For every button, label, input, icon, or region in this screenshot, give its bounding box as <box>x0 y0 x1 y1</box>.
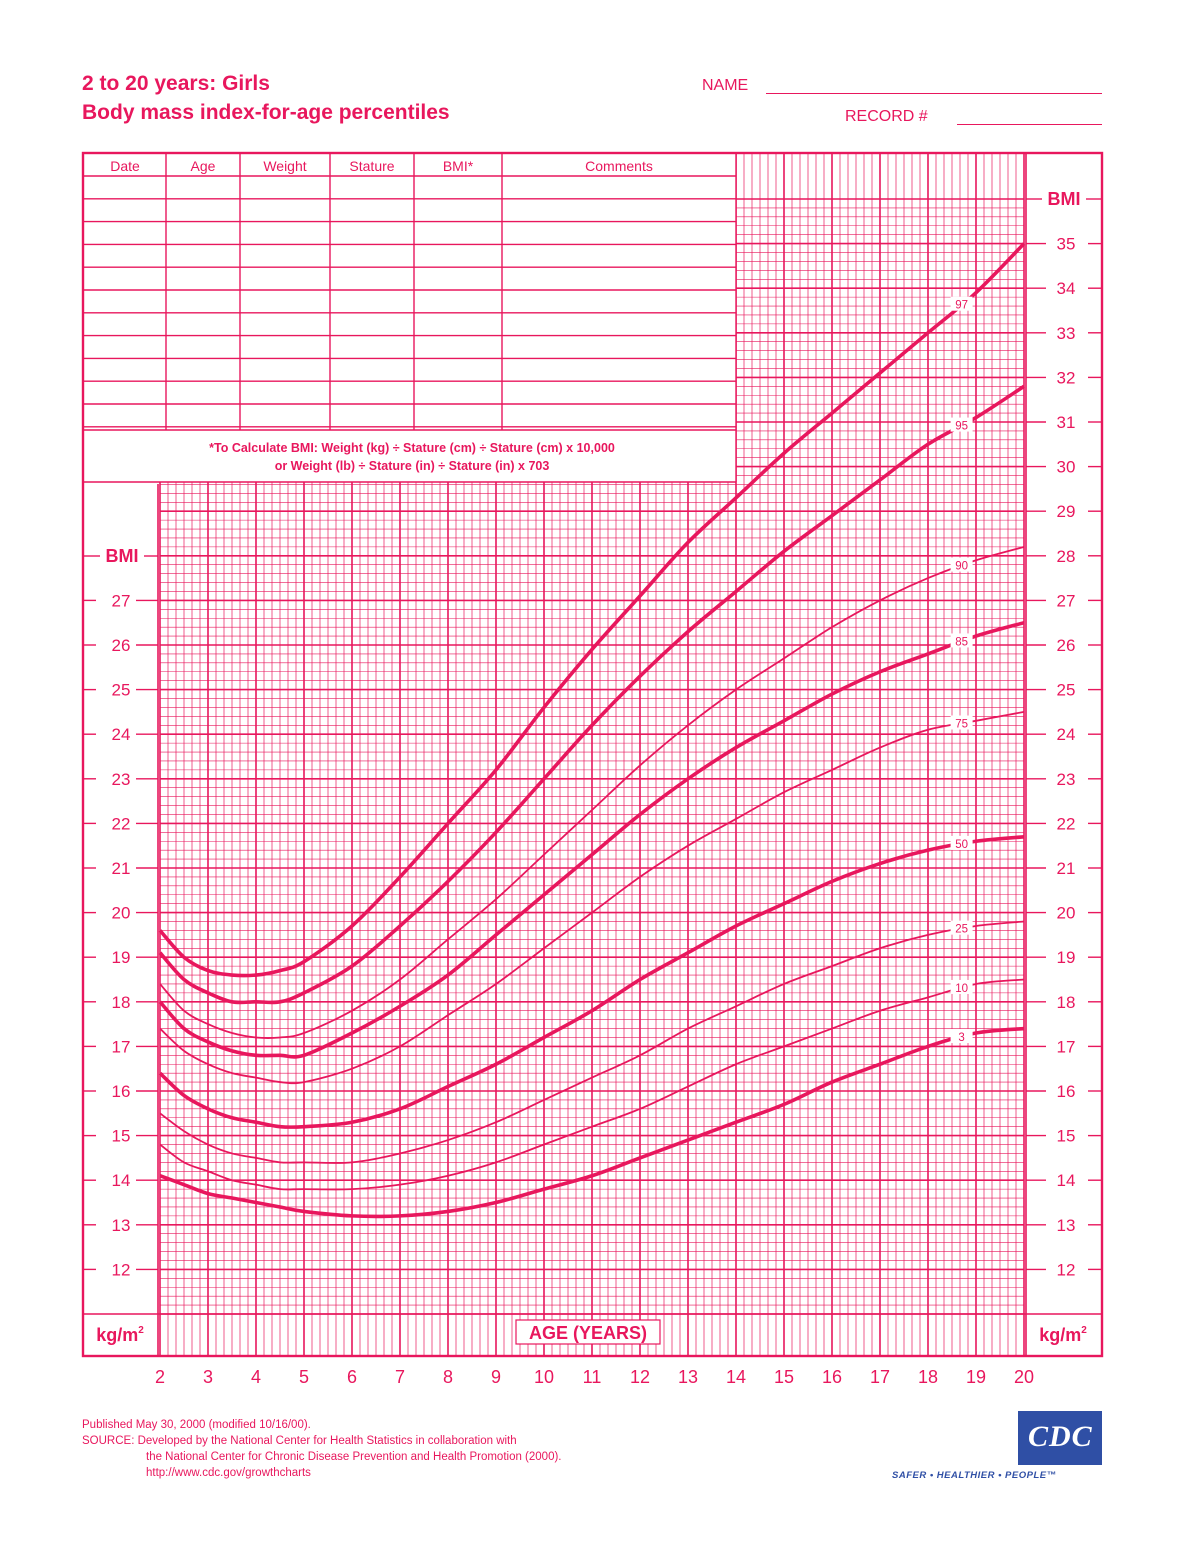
right-tick-label: 24 <box>1056 725 1076 745</box>
percentile-97-label: 97 <box>955 299 968 312</box>
footer-source: SOURCE: Developed by the National Center for Health Statistics in collaboration with <box>82 1435 517 1447</box>
percentile-25-label: 25 <box>955 923 968 936</box>
x-tick-label: 18 <box>917 1367 939 1387</box>
table-background <box>84 154 736 482</box>
left-tick-label: 18 <box>111 992 131 1012</box>
table-header-1: Date <box>110 158 140 174</box>
x-tick-label: 16 <box>821 1367 843 1387</box>
x-tick-label: 5 <box>298 1367 310 1387</box>
x-tick-label: 2 <box>154 1367 166 1387</box>
xlabel: AGE (YEARS) <box>528 1323 648 1343</box>
x-tick-label: 11 <box>582 1367 602 1387</box>
bmi-formula-line1: *To Calculate BMI: Weight (kg) ÷ Stature (cm) ÷ Stature (cm) x 10,000 <box>209 441 615 455</box>
table-header-2: Age <box>190 158 216 174</box>
x-tick-label: 8 <box>442 1367 454 1387</box>
left-tick-label: 12 <box>111 1260 131 1280</box>
table-header-5: BMI* <box>442 158 474 174</box>
right-tick-label: 35 <box>1056 234 1076 254</box>
right-tick-label: 19 <box>1056 948 1076 968</box>
footer-url-row <box>82 1465 311 1481</box>
right-tick-label: 18 <box>1056 992 1076 1012</box>
right-tick-label: 22 <box>1056 814 1076 834</box>
right-tick-label: 31 <box>1056 413 1076 432</box>
footer-source-line3: the National Center for Chronic Disease Prevention and Health Promotion (2000). <box>146 1451 562 1463</box>
x-tick-label: 17 <box>869 1367 891 1387</box>
right-tick-label: 26 <box>1056 636 1076 655</box>
percentile-90-label: 90 <box>955 560 968 573</box>
x-tick-label: 19 <box>965 1367 987 1387</box>
percentile-3-label: 3 <box>958 1032 965 1045</box>
right-tick-label: 21 <box>1056 859 1076 878</box>
x-tick-label: 20 <box>1013 1367 1035 1387</box>
right-units-label: $kg/m^2$ <box>1039 1325 1087 1345</box>
left-tick-label: 13 <box>111 1215 131 1235</box>
x-tick-label: 10 <box>533 1367 555 1387</box>
left-units-label: $kg/m^2$ <box>96 1325 144 1345</box>
x-tick-label: 4 <box>250 1367 262 1387</box>
right-tick-label: 14 <box>1056 1171 1076 1191</box>
right-tick-label: 30 <box>1056 457 1076 477</box>
right-tick-label: 12 <box>1056 1260 1076 1280</box>
left-units-label-sup: 2 <box>138 1325 144 1336</box>
bmi-formula-line2: or Weight (lb) ÷ Stature (in) ÷ Stature (in) x 703 <box>274 459 550 473</box>
x-tick-label: 15 <box>773 1367 795 1387</box>
right-tick-label: 29 <box>1056 502 1076 522</box>
left-tick-label: 15 <box>111 1126 131 1146</box>
left-tick-label: 19 <box>111 948 131 968</box>
left-tick-label: 23 <box>111 769 131 789</box>
right-tick-label: 20 <box>1056 903 1076 923</box>
name-label: NAME <box>702 77 749 94</box>
left-tick-label: 26 <box>111 636 131 655</box>
x-tick-label: 9 <box>490 1367 502 1387</box>
table-header-4: Stature <box>349 158 395 174</box>
right-tick-label: 33 <box>1056 323 1076 343</box>
left-ylabel: BMI <box>105 546 139 566</box>
right-tick-label: 17 <box>1056 1037 1076 1057</box>
table-header-3: Weight <box>263 158 307 174</box>
left-tick-label: 24 <box>111 725 131 745</box>
left-tick-label: 20 <box>111 903 131 923</box>
right-tick-label: 15 <box>1056 1126 1076 1146</box>
x-tick-label: 3 <box>202 1367 214 1387</box>
left-tick-label: 25 <box>111 680 131 700</box>
right-tick-label: 16 <box>1056 1082 1076 1101</box>
x-tick-label: 13 <box>677 1367 699 1387</box>
record-label: RECORD # <box>845 108 928 125</box>
left-tick-label: 27 <box>111 591 131 611</box>
right-tick-label: 23 <box>1056 769 1076 789</box>
left-tick-label: 17 <box>111 1037 131 1057</box>
left-tick-label: 16 <box>111 1082 131 1101</box>
right-ylabel: BMI <box>1047 189 1081 209</box>
right-tick-label: 32 <box>1056 368 1076 388</box>
percentile-85-label: 85 <box>955 636 968 649</box>
left-tick-label: 21 <box>111 859 131 878</box>
right-tick-label: 28 <box>1056 546 1076 566</box>
footer-published: Published May 30, 2000 (modified 10/16/00). <box>82 1419 311 1431</box>
percentile-10-label: 10 <box>955 982 968 995</box>
percentile-75-label: 75 <box>955 718 968 731</box>
record-table <box>84 154 736 482</box>
right-tick-label: 13 <box>1056 1215 1076 1235</box>
cdc-tagline: SAFER • HEALTHIER • PEOPLE™ <box>892 1470 1057 1481</box>
chart-title-line2: Body mass index-for-age percentiles <box>82 101 450 124</box>
footer-source-cont <box>82 1449 562 1465</box>
chart-title-line1: 2 to 20 years: Girls <box>82 72 270 95</box>
table-header-6: Comments <box>585 158 653 174</box>
x-tick-label: 14 <box>725 1367 747 1387</box>
right-tick-label: 34 <box>1056 279 1076 299</box>
left-tick-label: 22 <box>111 814 131 834</box>
percentile-95-label: 95 <box>955 420 968 433</box>
footer-url[interactable]: http://www.cdc.gov/growthcharts <box>146 1467 311 1479</box>
right-units-label-sup: 2 <box>1081 1325 1087 1336</box>
cdc-logo-text: CDC <box>1028 1420 1093 1453</box>
x-tick-label: 7 <box>394 1367 406 1387</box>
right-tick-label: 27 <box>1056 591 1076 611</box>
x-tick-label: 12 <box>629 1367 651 1387</box>
x-tick-label: 6 <box>346 1367 358 1387</box>
right-tick-label: 25 <box>1056 680 1076 700</box>
percentile-50-label: 50 <box>955 838 968 851</box>
left-tick-label: 14 <box>111 1171 131 1191</box>
